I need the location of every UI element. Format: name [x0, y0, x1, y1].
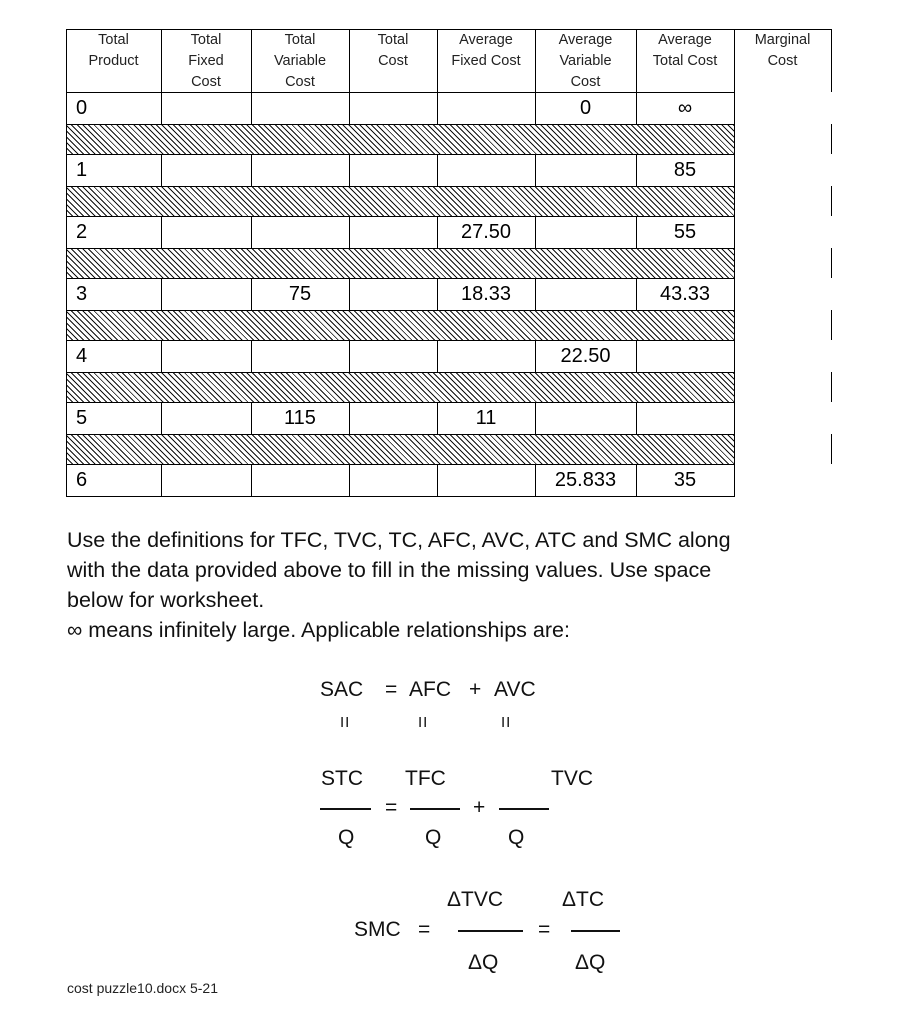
header-line: Cost	[285, 74, 315, 90]
column-line	[437, 402, 438, 435]
cell-total-cost	[349, 284, 437, 306]
eq3-equals-2: =	[538, 918, 551, 941]
row-line	[66, 124, 735, 125]
column-line	[349, 340, 350, 373]
cell-total-fixed-cost	[161, 222, 251, 244]
hatched-band	[66, 310, 734, 340]
cell-total-product: 6	[76, 469, 88, 491]
header-average-fixed-cost	[437, 29, 535, 92]
eq3-equals-1: =	[418, 918, 431, 941]
instruction-line-2: with the data provided above to fill in the missing values. Use space	[67, 558, 712, 582]
cell-total-fixed-cost	[161, 284, 251, 306]
header-line: Fixed	[188, 53, 224, 69]
cell-average-fixed-cost: 27.50	[460, 221, 512, 243]
column-line	[349, 216, 350, 249]
eq3-delta-tvc: ΔTVC	[447, 888, 504, 911]
cell-average-total-cost: ∞	[677, 97, 693, 119]
table-border-top	[66, 29, 832, 30]
row-line	[66, 310, 735, 311]
row-line	[66, 496, 735, 497]
column-line	[437, 278, 438, 311]
eq2-tvc: TVC	[551, 767, 593, 790]
marginal-column-segment	[831, 186, 832, 216]
table-border-inner-right	[734, 29, 735, 496]
cell-total-fixed-cost	[161, 408, 251, 430]
instruction-line-1: Use the definitions for TFC, TVC, TC, AFC, AVC, ATC and SMC along	[67, 528, 731, 552]
header-line: Cost	[191, 74, 221, 90]
eq2-stc: STC	[321, 767, 363, 790]
column-line	[251, 340, 252, 373]
marginal-column-segment	[831, 124, 832, 154]
eq3-delta-tc: ΔTC	[562, 888, 605, 911]
cell-average-fixed-cost	[437, 160, 535, 182]
eq2-plus: +	[473, 796, 486, 819]
footer-filename: cost puzzle10.docx 5-21	[67, 980, 218, 996]
hatched-band	[66, 434, 734, 464]
row-line	[66, 186, 735, 187]
row-line	[66, 92, 735, 93]
column-line	[349, 92, 350, 125]
column-line	[437, 29, 438, 92]
cell-average-variable-cost	[535, 408, 636, 430]
eq2-fraction-bar-1	[320, 808, 371, 810]
cell-total-product: 0	[76, 97, 88, 119]
column-line	[636, 278, 637, 311]
cell-average-total-cost: 85	[673, 159, 697, 181]
marginal-column-segment	[831, 434, 832, 464]
table-border-left	[66, 29, 67, 496]
eq3-fraction-bar-2	[571, 930, 620, 932]
hatched-band	[66, 248, 734, 278]
column-line	[535, 464, 536, 497]
marginal-column-border	[831, 29, 832, 92]
instruction-line-4: ∞ means infinitely large. Applicable relationships are:	[67, 618, 570, 642]
column-line	[251, 402, 252, 435]
cell-average-total-cost	[636, 408, 734, 430]
column-line	[636, 464, 637, 497]
header-line: Average	[658, 32, 712, 48]
header-line: Cost	[767, 53, 798, 69]
header-line: Average	[459, 32, 513, 48]
header-line: Product	[88, 53, 139, 69]
cell-average-variable-cost	[535, 160, 636, 182]
column-line	[349, 29, 350, 92]
marginal-column-segment	[831, 310, 832, 340]
cell-average-total-cost: 35	[673, 469, 697, 491]
eq2-q-3: Q	[508, 826, 525, 849]
row-line	[66, 154, 735, 155]
header-line: Total	[190, 32, 222, 48]
cell-average-variable-cost: 0	[579, 97, 592, 119]
row-line	[66, 340, 735, 341]
header-total-fixed-cost	[161, 29, 251, 92]
column-line	[636, 402, 637, 435]
column-line	[535, 278, 536, 311]
eq1-equals-mark-3: II	[501, 714, 512, 731]
row-line	[66, 372, 735, 373]
column-line	[161, 464, 162, 497]
row-line	[66, 216, 735, 217]
cell-average-variable-cost: 22.50	[560, 345, 611, 367]
cell-average-fixed-cost	[437, 346, 535, 368]
cell-average-total-cost	[636, 346, 734, 368]
column-line	[349, 278, 350, 311]
cell-total-product: 5	[76, 407, 88, 429]
row-line	[66, 434, 735, 435]
eq3-fraction-bar-1	[458, 930, 523, 932]
column-line	[535, 92, 536, 125]
cell-average-fixed-cost: 11	[475, 407, 497, 429]
column-line	[535, 29, 536, 92]
eq1-equals-mark-2: II	[418, 714, 429, 731]
cell-average-variable-cost	[535, 284, 636, 306]
column-line	[161, 402, 162, 435]
header-line: Cost	[570, 74, 601, 90]
header-line: Total	[377, 32, 409, 48]
header-line: Variable	[559, 53, 612, 69]
hatched-band	[66, 372, 734, 402]
cell-total-variable-cost: 75	[288, 283, 312, 305]
column-line	[161, 340, 162, 373]
column-line	[636, 92, 637, 125]
cell-total-variable-cost: 115	[284, 407, 316, 429]
cell-total-product: 2	[76, 221, 88, 243]
cell-total-fixed-cost	[161, 98, 251, 120]
cell-total-fixed-cost	[161, 160, 251, 182]
marginal-column-segment	[831, 372, 832, 402]
eq2-q-2: Q	[425, 826, 442, 849]
header-average-variable-cost	[535, 29, 636, 92]
column-line	[437, 464, 438, 497]
cell-total-cost	[349, 470, 437, 492]
cell-total-cost	[349, 98, 437, 120]
marginal-column-segment	[831, 248, 832, 278]
cell-total-variable-cost	[251, 98, 349, 120]
header-marginal-cost	[734, 29, 831, 92]
eq1-equals-mark-1: II	[340, 714, 351, 731]
cell-total-product: 4	[76, 345, 88, 367]
cell-average-fixed-cost	[437, 98, 535, 120]
column-line	[251, 216, 252, 249]
cell-average-fixed-cost: 18.33	[460, 283, 512, 305]
header-line: Variable	[273, 53, 327, 69]
header-line: Total Cost	[652, 53, 718, 69]
column-line	[161, 154, 162, 187]
instruction-line-3: below for worksheet.	[67, 588, 265, 612]
hatched-band	[66, 186, 734, 216]
cell-total-fixed-cost	[161, 346, 251, 368]
header-total-product	[66, 29, 161, 92]
header-line: Cost	[378, 53, 408, 69]
column-line	[437, 154, 438, 187]
column-line	[437, 92, 438, 125]
column-line	[535, 216, 536, 249]
eq1-equals: =	[385, 678, 398, 701]
column-line	[535, 154, 536, 187]
eq3-delta-q-2: ΔQ	[575, 951, 606, 974]
column-line	[161, 278, 162, 311]
eq2-tfc: TFC	[405, 767, 446, 790]
column-line	[251, 92, 252, 125]
column-line	[251, 464, 252, 497]
cell-total-fixed-cost	[161, 470, 251, 492]
cell-average-fixed-cost	[437, 470, 535, 492]
column-line	[161, 92, 162, 125]
column-line	[636, 216, 637, 249]
eq2-q-1: Q	[338, 826, 355, 849]
cell-average-variable-cost	[535, 222, 636, 244]
cell-total-product: 1	[76, 159, 88, 181]
cell-total-cost	[349, 222, 437, 244]
column-line	[535, 402, 536, 435]
eq3-delta-q-1: ΔQ	[468, 951, 499, 974]
eq1-avc: AVC	[494, 678, 536, 701]
column-line	[636, 29, 637, 92]
cell-total-variable-cost	[251, 346, 349, 368]
cell-total-variable-cost	[251, 222, 349, 244]
column-line	[535, 340, 536, 373]
hatched-band	[66, 124, 734, 154]
header-line: Fixed Cost	[451, 53, 521, 69]
header-line: Average	[558, 32, 613, 48]
column-line	[636, 154, 637, 187]
column-line	[437, 216, 438, 249]
column-line	[636, 340, 637, 373]
header-total-cost	[349, 29, 437, 92]
row-line	[66, 248, 735, 249]
eq2-equals: =	[385, 796, 398, 819]
eq1-sac: SAC	[320, 678, 364, 701]
cell-average-variable-cost: 25.833	[554, 469, 617, 491]
row-line	[66, 464, 735, 465]
column-line	[349, 154, 350, 187]
eq1-plus: +	[469, 678, 482, 701]
eq2-fraction-bar-2	[410, 808, 460, 810]
cell-total-variable-cost	[251, 160, 349, 182]
column-line	[161, 29, 162, 92]
column-line	[251, 278, 252, 311]
header-line: Marginal	[754, 32, 811, 48]
header-total-variable-cost	[251, 29, 349, 92]
eq1-afc: AFC	[409, 678, 451, 701]
column-line	[251, 154, 252, 187]
cell-total-product: 3	[76, 283, 88, 305]
cell-average-total-cost: 43.33	[659, 283, 711, 305]
cell-total-variable-cost	[251, 470, 349, 492]
row-line	[66, 278, 735, 279]
cell-total-cost	[349, 408, 437, 430]
cell-total-cost	[349, 346, 437, 368]
cell-average-total-cost: 55	[673, 221, 697, 243]
column-line	[161, 216, 162, 249]
header-line: Total	[284, 32, 316, 48]
header-line: Total	[98, 32, 129, 48]
column-line	[349, 402, 350, 435]
column-line	[251, 29, 252, 92]
cell-total-cost	[349, 160, 437, 182]
column-line	[349, 464, 350, 497]
row-line	[66, 402, 735, 403]
eq2-fraction-bar-3	[499, 808, 549, 810]
header-average-total-cost	[636, 29, 734, 92]
eq3-smc: SMC	[354, 918, 401, 941]
column-line	[437, 340, 438, 373]
